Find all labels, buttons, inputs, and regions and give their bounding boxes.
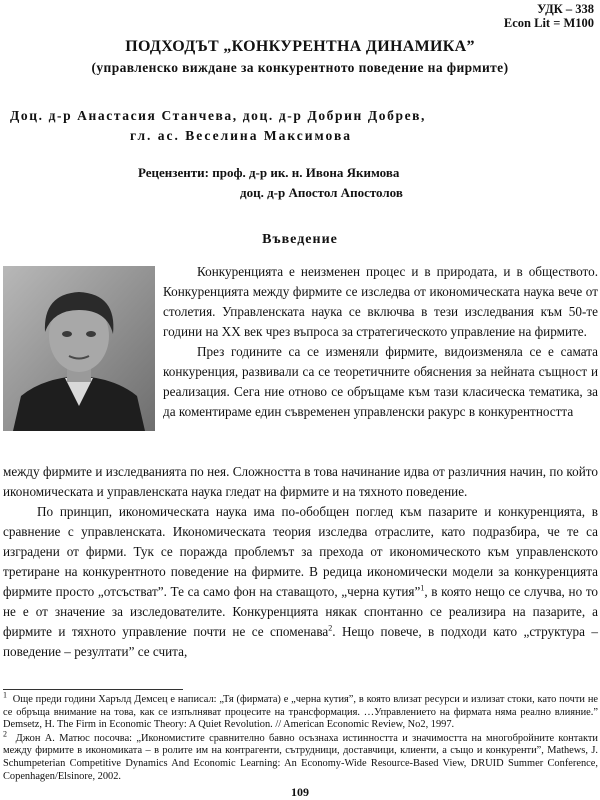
footnote-2-text: Джон А. Матюс посочва: „Икономистите сравнително бавно осъзнаха истинността и значимостта на многобройните контакти между фирмите в икономиката – в ролите им на контрагенти, сътрудници, доставчици, клиенти, а също и конкуренти”, Mathews, J. Schumpeterian Competitive Dynamics And Economic Learning: An Economy-Wide Resource-Based View, DRUID Summer Conference, Copenhagen/Elsinore, 2002.	[3, 732, 598, 782]
paragraph-2-continued: между фирмите и изследванията по нея. Сложността в това начинание идва от различния начин, по който икономическата и управленската наука гледат на фирмите и на тяхното поведение.	[3, 464, 598, 499]
classification-codes	[504, 2, 594, 30]
reviewers-line-1: Рецензенти: проф. д-р ик. н. Ивона Якимова	[138, 165, 400, 180]
footnote-1-text: Още преди години Харълд Демсец е написал: „Тя (фирмата) е „черна кутия”, в която влизат ресурси и излизат стоки, като почти не се обръща внимание на това, как се изпълняват процесите на трансформация. …Управлението на фирмата няма реално влияние.” Demsetz, H. The Firm in Economic Theory: A Quiet Revolution. // American Economic Review, No2, 1997.	[3, 694, 599, 731]
econlit-code: Econ Lit = M100	[503, 16, 594, 30]
footnote-2	[3, 729, 598, 783]
udk-code: УДК – 338	[537, 2, 594, 16]
footnote-ref-2: 2	[328, 623, 333, 633]
footnote-2-number: 2	[3, 729, 7, 739]
footnotes	[3, 690, 599, 784]
author-portrait-icon	[3, 266, 155, 431]
intro-wrapped-text	[163, 262, 598, 422]
footnote-1	[3, 690, 599, 732]
reviewers-line-2: доц. д-р Апостол Апостолов	[240, 185, 403, 200]
footnote-1-number: 1	[3, 690, 7, 700]
authors-line-1: Доц. д-р Анастасия Станчева, доц. д-р Добрин Добрев,	[10, 108, 427, 123]
paragraph-3-part-a: По принцип, икономическата наука има по-обобщен поглед към пазарите и конкуренцията, в сравнение с управленската. Икономическата теория изследва отраслите, като подразбира, че те са изградени от фирми. Тук се поражда проблемът за прехода от икономическото към управленското третиране на конкурентното поведение на фирмите. В редица икономически модели за конкуренцията фирмите просто „отсъстват”. Те са само фон на ставащото, „черна кутия”	[3, 504, 598, 599]
section-heading: Въведение	[262, 232, 338, 247]
paragraph-3-part-c: . Нещо повече, в подходи като „структура – поведение – резултати” се счита,	[3, 624, 598, 659]
page-number: 109	[291, 785, 309, 799]
paper-subtitle: (управленско виждане за конкурентното поведение на фирмите)	[91, 60, 509, 75]
paragraph-2: През годините са се изменяли фирмите, видоизменяла се е самата конкуренция, развивали са се теоретичните обяснения за нейната същност и реализация. Сега ние отново се обръщаме към тази класическа тематика, за да коментираме един съвременен управленски ракурс в конкурентността	[163, 344, 598, 419]
authors-line-2: гл. ас. Веселина Максимова	[130, 128, 353, 143]
body-text	[3, 462, 598, 662]
paragraph-3-part-b: , в която нещо се случва, но то не е от значение за изследователите. Конкуренцията някак спонтанно се реализира на пазарите, а фирмите и тяхното управление почти не се споменава	[3, 584, 598, 639]
paragraph-3	[3, 502, 598, 662]
footnote-ref-1: 1	[420, 583, 425, 593]
footnote-divider	[3, 689, 183, 690]
paper-title: ПОДХОДЪТ „КОНКУРЕНТНА ДИНАМИКА”	[125, 38, 475, 55]
paragraph-1: Конкуренцията е неизменен процес и в природата, и в обществото. Конкуренцията между фирмите се изследва от икономическата наука вече от столетия. Управленската наука се включва в тези изследвания към 50-те години на XX век чрез въпроса за стратегическото управление на фирмите.	[163, 264, 598, 339]
